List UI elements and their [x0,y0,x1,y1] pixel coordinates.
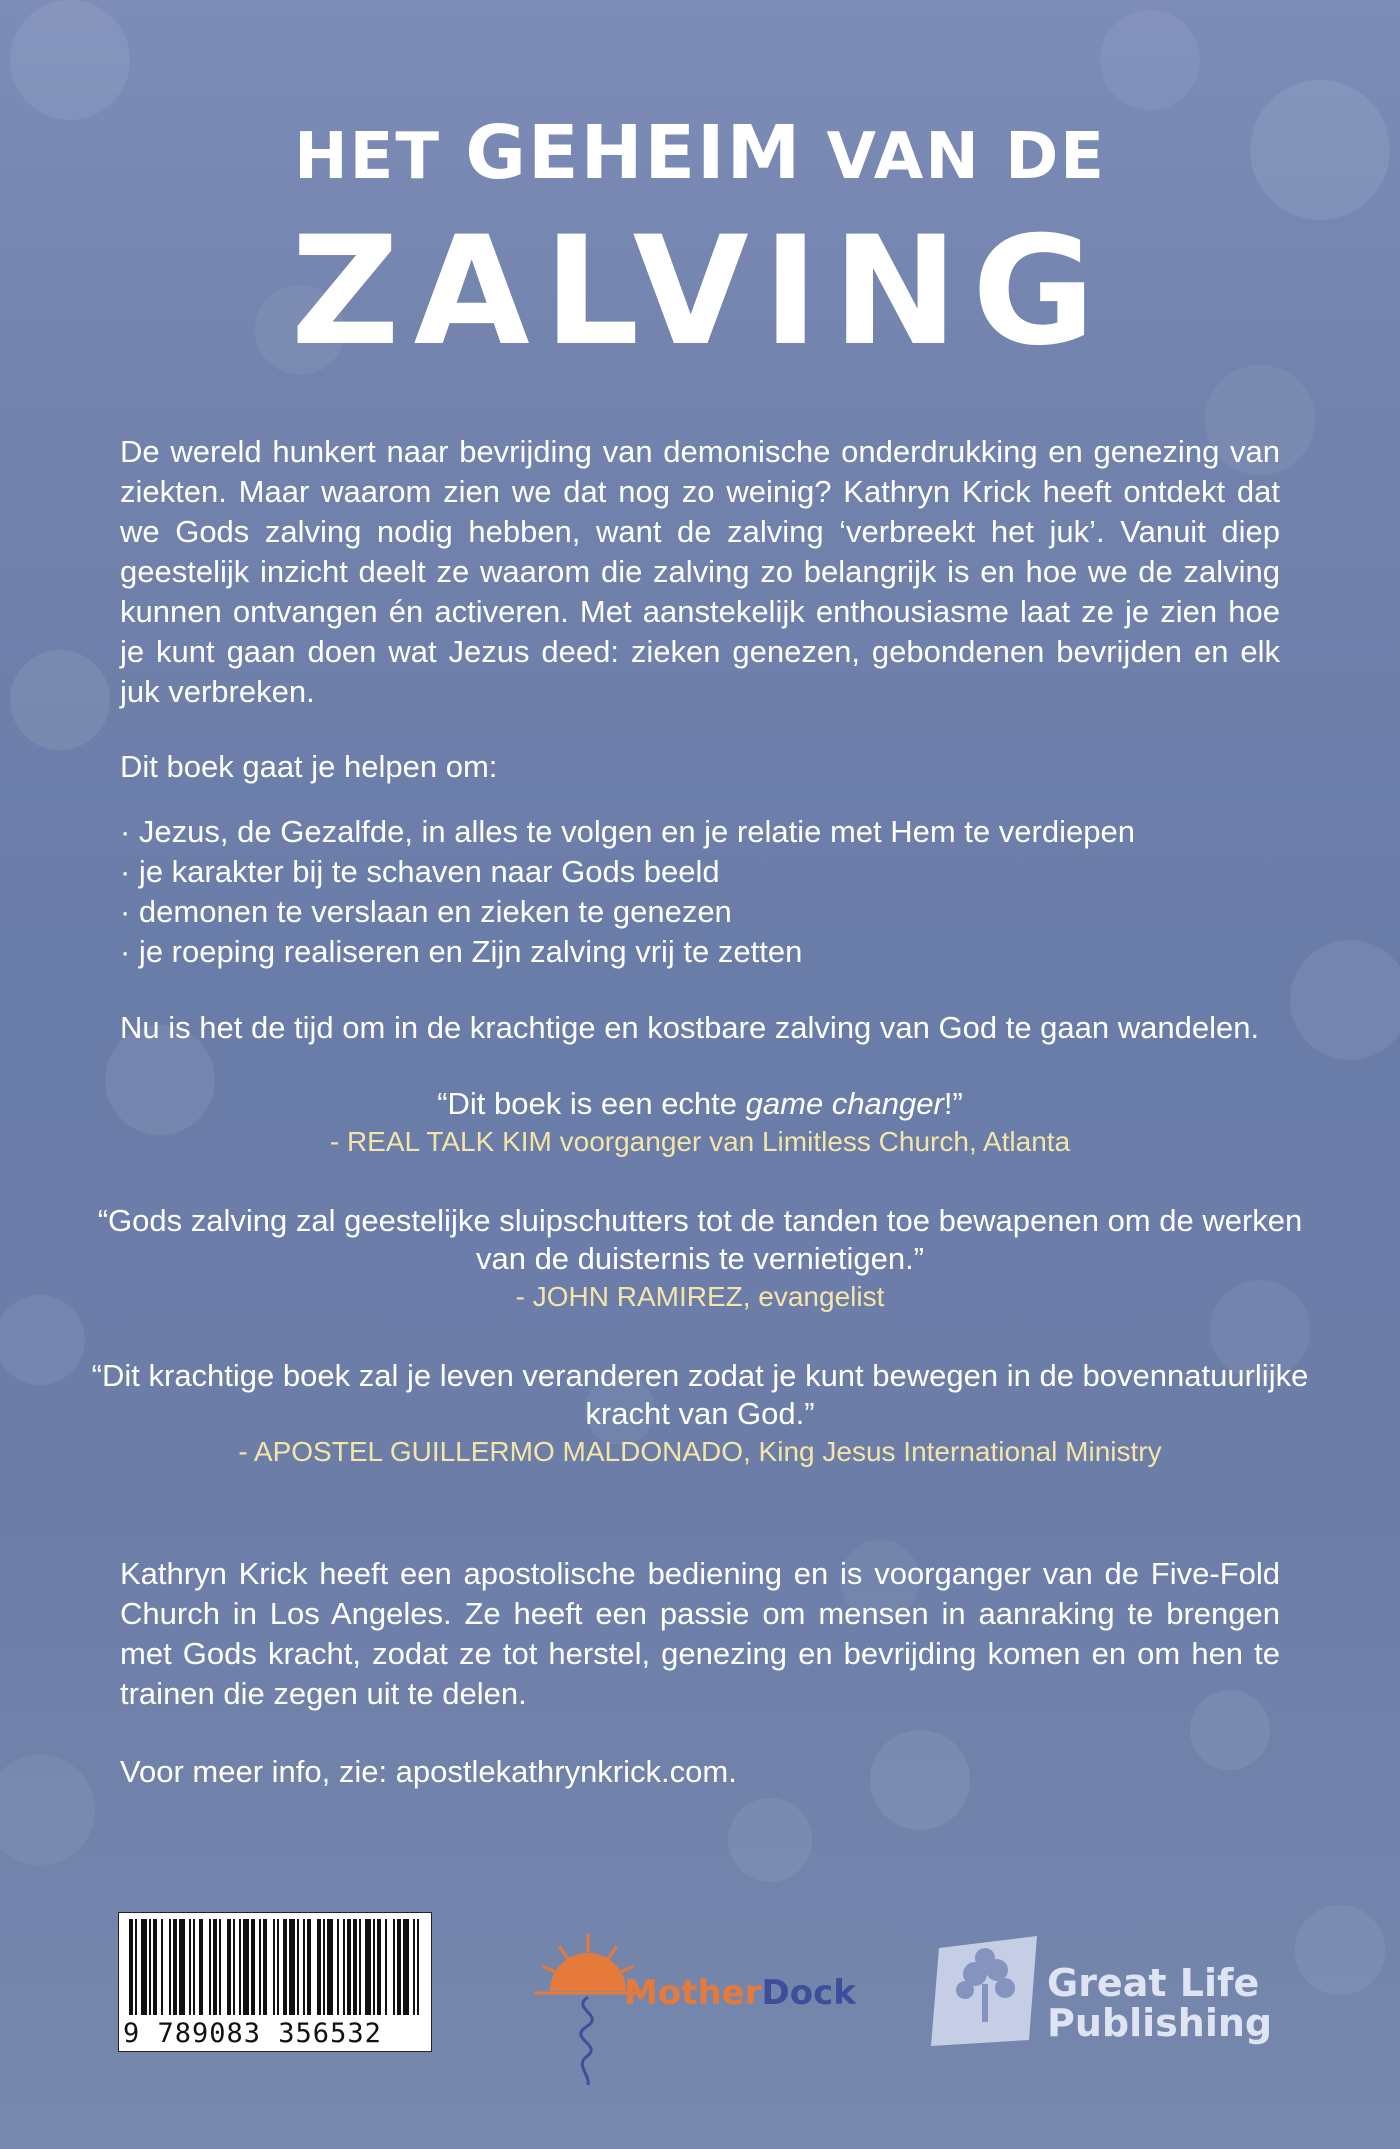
intro-paragraph: De wereld hunkert naar bevrijding van demonische onderdrukking en genezing van ziekten. Maar waarom zien we dat nog zo weinig? Kathryn Krick heeft ontdekt dat we Gods zalving nodig hebben, want de zalving ‘verbreekt het juk’. Vanuit diep geestelijk inzicht deelt ze waarom die zalving zo belangrijk is en hoe we de zalving kunnen ontvangen én activeren. Met aanstekelijk enthousiasme laat ze je zien hoe je kunt gaan doen wat Jezus deed: zieken genezen, gebondenen bevrijden en elk juk verbreken. [120,434,1280,709]
barcode-bar [353,1919,357,2015]
barcode-bar [213,1919,217,2015]
wordmark-dock: Dock [761,1973,856,2013]
quote-text [80,1085,1320,1123]
barcode-bar [273,1919,275,2015]
barcode-bar [397,1919,401,2015]
barcode-bar [277,1919,279,2015]
barcode-bar [403,1919,409,2015]
great-life-wordmark [1047,1963,1272,2043]
barcode-bar [289,1919,295,2015]
barcode-bar [259,1919,261,2015]
quote-text-end: !” [943,1086,963,1121]
barcode-bar [173,1919,177,2015]
barcode-bar [129,1919,133,2015]
barcode-bar [365,1919,371,2015]
bullet-item: · je karakter bij te schaven naar Gods beeld [120,854,720,889]
barcode-bar [209,1919,211,2015]
tree-book-icon [925,1928,1045,2058]
barcode-bar [343,1919,345,2015]
barcode-bar [317,1919,321,2015]
title-upper [0,110,1400,196]
wordmark-mother: Mother [624,1973,762,2013]
bullet-item: · je roeping realiseren en Zijn zalving vrij te zetten [120,934,803,969]
barcode-bar [233,1919,235,2015]
isbn-number: 9 789083 356532 [123,2018,382,2049]
barcode-bar [393,1919,395,2015]
quote-attribution: - JOHN RAMIREZ, evangelist [515,1281,885,1312]
barcode-bar [337,1919,339,2015]
closing-paragraph: Nu is het de tijd om in de krachtige en kostbare zalving van God te gaan wandelen. [120,1010,1260,1045]
isbn-barcode [118,1912,432,2052]
quote-3 [80,1357,1320,1471]
barcode-bar [199,1919,203,2015]
barcode-bar [189,1919,191,2015]
barcode-bar [239,1919,241,2015]
barcode-bar [373,1919,375,2015]
barcode-bar [161,1919,163,2015]
barcode-bar [219,1919,221,2015]
title-part1: HET [294,120,466,194]
barcode-bar [251,1919,255,2015]
barcode-bar [303,1919,305,2015]
motherdock-logo [520,1925,856,2095]
quote-attribution: - REAL TALK KIM voorganger van Limitless Church, Atlanta [329,1126,1071,1157]
quote-text: “Gods zalving zal geestelijke sluipschutters tot de tanden toe bewapenen om de werken van de duisternis te vernietigen.” [97,1203,1303,1276]
barcode-bar [323,1919,325,2015]
motherdock-wordmark [624,1973,856,2013]
barcode-bar [377,1919,381,2015]
title-main: ZALVING [290,205,1110,379]
quote-attribution: - APOSTEL GUILLERMO MALDONADO, King Jesus International Ministry [238,1436,1162,1467]
barcode-bar [141,1919,147,2015]
barcode-bar [413,1919,415,2015]
wordmark-line2: Publishing [1047,2001,1273,2045]
barcode-bar [263,1919,267,2015]
barcode-bar [135,1919,137,2015]
barcode-bar [149,1919,151,2015]
author-bio: Kathryn Krick heeft een apostolische bediening en is voorganger van de Five-Fold Church in Los Angeles. Ze heeft een passie om mensen in aanraking te brengen met Gods kracht, zodat ze tot herstel, genezing en bevrijding komen en om hen te trainen die zegen uit te delen. [120,1556,1280,1711]
barcode-bar [359,1919,361,2015]
bullet-item: · Jezus, de Gezalfde, in alles te volgen en je relatie met Hem te verdiepen [120,814,1135,849]
website-info: Voor meer info, zie: apostlekathrynkrick.com. [120,1754,737,1789]
bullet-list [120,812,1280,972]
quote-text: “Dit krachtige boek zal je leven veranderen zodat je kunt bewegen in de bovennatuurlijke kracht van God.” [91,1358,1309,1431]
title-part2: GEHEIM [465,110,803,196]
barcode-bar [243,1919,249,2015]
bullet-item: · demonen te verslaan en zieken te genezen [120,894,732,929]
barcode-bar [153,1919,157,2015]
helps-title: Dit boek gaat je helpen om: [120,749,498,784]
quote-1 [80,1085,1320,1161]
barcode-bar [327,1919,333,2015]
barcode-bar [307,1919,311,2015]
barcode-bar [417,1919,419,2015]
barcode-bar [283,1919,287,2015]
barcode-bar [385,1919,387,2015]
great-life-logo [925,1928,1273,2058]
wordmark-line1: Great Life [1047,1961,1260,2005]
quote-2 [80,1202,1320,1316]
title-part3: VAN DE [802,120,1106,194]
barcode-bar [297,1919,299,2015]
barcode-bar [179,1919,185,2015]
barcode-bar [347,1919,351,2015]
quote-text-italic: game changer [745,1086,944,1121]
barcode-bar [169,1919,171,2015]
barcode-bar [193,1919,195,2015]
quote-text-start: “Dit boek is een echte [437,1086,746,1121]
barcode-bar [227,1919,231,2015]
barcode-bars [125,1919,425,2015]
